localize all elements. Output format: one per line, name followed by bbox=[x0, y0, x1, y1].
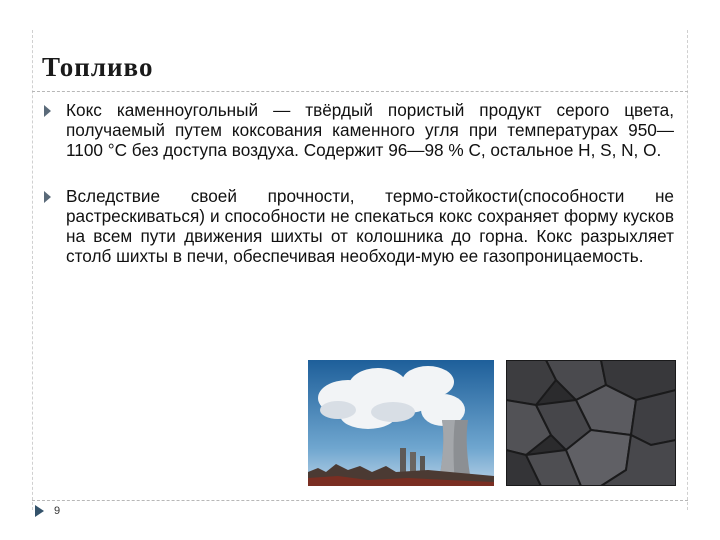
coke-pieces-photo bbox=[506, 360, 676, 486]
footer-divider bbox=[32, 500, 688, 501]
bullet-item-2 bbox=[44, 186, 674, 266]
bullet-arrow-icon bbox=[44, 191, 51, 203]
bullet-item-1 bbox=[44, 100, 674, 160]
left-guide-line bbox=[32, 30, 33, 510]
right-guide-line bbox=[687, 30, 688, 510]
page-number: 9 bbox=[54, 505, 61, 517]
slide-title: Топливо bbox=[42, 52, 154, 82]
coke-pieces-illustration bbox=[506, 360, 676, 486]
bullet-text-2: Вследствие своей прочности, термо-стойкости(способности не растрескиваться) и способности не спекаться кокс сохраняет форму кусков на всем пути движения шихты от колошника до горна. Кокс разрыхляет столб шихты в печи, обеспечивая необходи-мую ее газопроницаемость. bbox=[66, 186, 674, 266]
coke-plant-illustration bbox=[308, 360, 494, 486]
footer-arrow-icon bbox=[35, 505, 44, 517]
title-divider bbox=[32, 91, 688, 92]
bullet-list bbox=[44, 100, 674, 292]
coke-plant-photo bbox=[308, 360, 494, 486]
bullet-arrow-icon bbox=[44, 105, 51, 117]
bullet-text-1: Кокс каменноугольный — твёрдый пористый продукт серого цвета, получаемый путем коксования каменного угля при температурах 950—1100 °С без доступа воздуха. Содержит 96—98 % С, остальное H, S, N, O. bbox=[66, 100, 674, 160]
